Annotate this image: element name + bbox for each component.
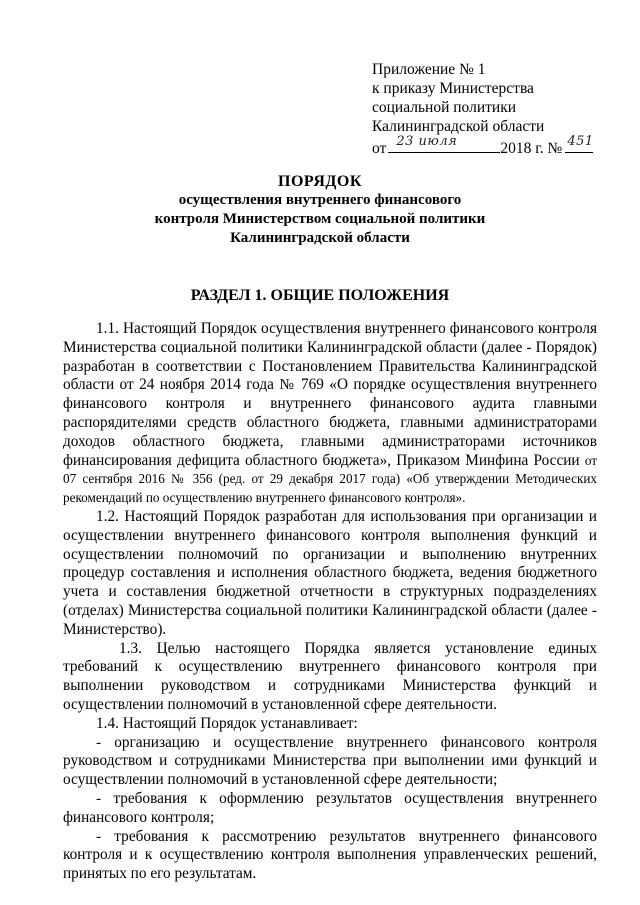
- list-item-1: - организацию и осуществление внутреннего финансового контроля руководством и сотрудниками Министерства при выполнении ими функций и осуществлении полномочий в установленной сфере деятельности;: [63, 733, 597, 789]
- appendix-line-1: Приложение № 1: [372, 61, 486, 78]
- paragraph-1-4: 1.4. Настоящий Порядок устанавливает:: [96, 714, 358, 732]
- document-body: [63, 320, 597, 884]
- date-blank: [388, 136, 500, 153]
- title-line-2: осуществления внутреннего финансового: [178, 192, 462, 208]
- title-main: ПОРЯДОК: [278, 173, 362, 190]
- year-text: 2018 г. №: [500, 140, 563, 157]
- title-line-4: Калининградской области: [230, 230, 410, 246]
- appendix-line-3: социальной политики: [372, 99, 517, 116]
- appendix-header: [372, 60, 593, 158]
- document-title: [0, 172, 640, 248]
- title-line-3: контроля Министерством социальной политики: [154, 211, 486, 227]
- appendix-line-4: Калининградской области: [372, 118, 545, 135]
- paragraph-1-2: 1.2. Настоящий Порядок разработан для использования при организации и осуществлении внутреннего финансового контроля выполнения функций и осуществлении полномочий по организации и выполнению внутренних процедур составления и исполнения областного бюджета, ведения бюджетного учета и составления бюджетной отчетности в структурных подразделениях (отделах) Министерства социальной политики Калининградской области (далее - Министерство).: [63, 507, 597, 638]
- paragraph-1-1: [63, 320, 597, 508]
- paragraph-1-3: 1.3. Целью настоящего Порядка является установление единых требований к осуществлению внутреннего финансового контроля при выполнении руководством и сотрудниками Министерства функций и осуществлении полномочий в установленной сфере деятельности.: [63, 639, 597, 713]
- paragraph-1-1-small: от 07 сентября 2016 № 356 (ред. от 29 декабря 2017 года) «Об утверждении Методических рекомендаций по осуществлению внутреннего финансового контроля».: [63, 452, 598, 506]
- date-prefix: от: [372, 140, 387, 157]
- section-heading: РАЗДЕЛ 1. ОБЩИЕ ПОЛОЖЕНИЯ: [190, 287, 450, 304]
- number-blank: [565, 136, 593, 153]
- appendix-line-2: к приказу Министерства: [372, 80, 534, 97]
- list-item-3: - требования к рассмотрению результатов внутреннего финансового контроля и к осуществлению контроля выполнения управленческих решений, принятых по его результатам.: [63, 827, 597, 883]
- paragraph-1-1-main: 1.1. Настоящий Порядок осуществления внутреннего финансового контроля Министерства социальной политики Калининградской области (далее - Порядок) разработан в соответствии с Постановлением Правительства Калининградской области от 24 ноября 2014 года № 769 «О порядке осуществления внутреннего финансового контроля и внутреннего финансового аудита главными распорядителями средств областного бюджета, главными администраторами доходов областного бюджета, главными администраторами источников финансирования дефицита областного бюджета», Приказом Минфина России: [63, 320, 597, 469]
- handwritten-date: 23 июля: [396, 134, 458, 149]
- list-item-2: - требования к оформлению результатов осуществления внутреннего финансового контроля;: [63, 789, 597, 826]
- appendix-date-line: [372, 136, 593, 158]
- handwritten-number: 451: [567, 134, 594, 149]
